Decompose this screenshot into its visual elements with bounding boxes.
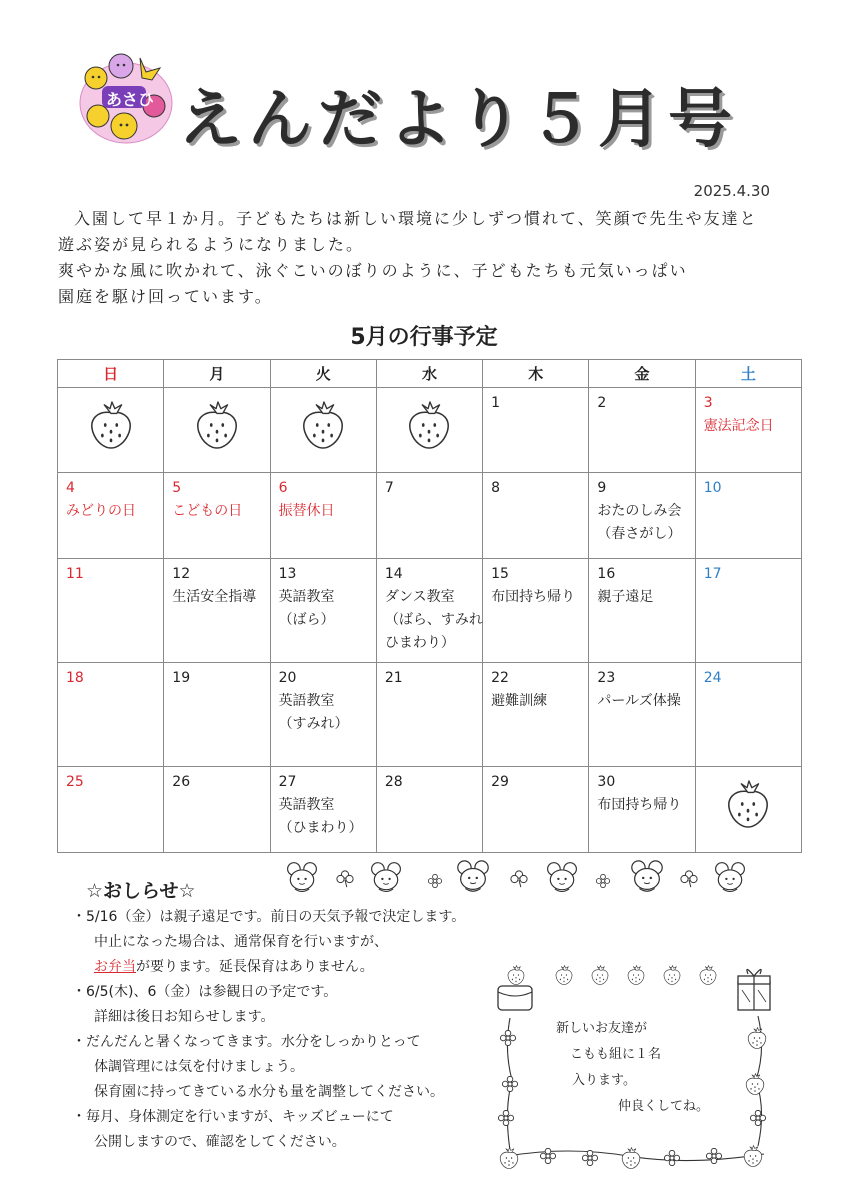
day-number: 10 xyxy=(703,480,722,496)
weekday-saturday: 土 xyxy=(695,360,801,388)
event-label: おたのしみ会 xyxy=(597,503,682,519)
issue-date: 2025.4.30 xyxy=(693,182,770,200)
notice-item-cont xyxy=(72,955,492,980)
notice-item-cont: 保育園に持ってきている水分も量を調整してください。 xyxy=(94,1084,444,1100)
day-number: 19 xyxy=(172,670,191,686)
day-number: 9 xyxy=(597,480,607,496)
calendar-day-cell xyxy=(376,767,482,853)
event-label: こどもの日 xyxy=(172,503,243,519)
day-number: 6 xyxy=(278,480,288,496)
logo-text: あさひ xyxy=(106,90,155,109)
event-calendar xyxy=(57,359,802,853)
calendar-day-cell xyxy=(270,663,376,767)
calendar-day-cell xyxy=(695,473,801,559)
event-label: ひまわり） xyxy=(384,635,455,651)
calendar-day-cell xyxy=(376,388,482,473)
day-number: 2 xyxy=(597,395,607,411)
welcome-line: こもも組に１名 xyxy=(570,1047,662,1062)
day-number: 29 xyxy=(491,774,509,790)
event-label: 避難訓練 xyxy=(491,693,548,709)
event-label: ダンス教室 xyxy=(384,589,455,605)
event-label: （すみれ） xyxy=(278,716,349,732)
day-number: 14 xyxy=(384,566,403,582)
event-label: （ばら、すみれ xyxy=(384,612,483,628)
notice-item: ・だんだんと暑くなってきます。水分をしっかりとって xyxy=(72,1034,421,1050)
calendar-day-cell xyxy=(483,767,589,853)
event-label: 振替休日 xyxy=(278,503,335,519)
calendar-week-row xyxy=(58,473,802,559)
day-number: 8 xyxy=(491,480,501,496)
calendar-day-cell xyxy=(270,767,376,853)
welcome-line: 仲良くしてね。 xyxy=(618,1099,710,1114)
calendar-day-cell xyxy=(164,388,270,473)
event-label: 英語教室 xyxy=(278,693,335,709)
day-number: 16 xyxy=(597,566,616,582)
strawberry-icon xyxy=(87,400,135,450)
calendar-day-cell xyxy=(695,767,801,853)
notice-title: ☆おしらせ☆ xyxy=(86,880,196,902)
day-number: 21 xyxy=(384,670,403,686)
day-number: 7 xyxy=(384,480,394,496)
day-number: 30 xyxy=(597,774,616,790)
day-number: 28 xyxy=(384,774,403,790)
day-number: 5 xyxy=(172,480,182,496)
calendar-day-cell xyxy=(270,559,376,663)
calendar-day-cell xyxy=(483,663,589,767)
calendar-day-cell xyxy=(164,767,270,853)
day-number: 26 xyxy=(172,774,191,790)
weekday-sunday: 日 xyxy=(58,360,164,388)
strawberry-icon xyxy=(724,779,772,829)
day-number: 11 xyxy=(66,566,84,582)
calendar-day-cell xyxy=(164,663,270,767)
event-label: 英語教室 xyxy=(278,589,335,605)
day-number: 23 xyxy=(597,670,616,686)
calendar-day-cell xyxy=(270,388,376,473)
calendar-day-cell xyxy=(58,663,164,767)
weekday-thursday: 木 xyxy=(483,360,589,388)
weekday-monday: 月 xyxy=(164,360,270,388)
weekday-friday: 金 xyxy=(589,360,695,388)
calendar-day-cell xyxy=(270,473,376,559)
day-number: 17 xyxy=(703,566,722,582)
event-label: 親子遠足 xyxy=(597,589,654,605)
calendar-day-cell xyxy=(589,559,695,663)
day-number: 12 xyxy=(172,566,191,582)
day-number: 24 xyxy=(703,670,722,686)
calendar-day-cell xyxy=(483,559,589,663)
day-number: 3 xyxy=(703,395,713,411)
event-label: 英語教室 xyxy=(278,797,335,813)
calendar-day-cell xyxy=(58,473,164,559)
intro-line: 遊ぶ姿が見られるようになりました。 xyxy=(58,235,365,254)
notice-item-cont: 体調管理には気を付けましょう。 xyxy=(94,1059,304,1075)
lunch-highlight: お弁当 xyxy=(94,959,136,975)
intro-line: 入園して早１か月。子どもたちは新しい環境に少しずつ慣れて、笑顔で先生や友達と xyxy=(74,209,758,228)
calendar-day-cell xyxy=(483,388,589,473)
calendar-day-cell xyxy=(589,663,695,767)
weekday-wednesday: 水 xyxy=(376,360,482,388)
day-number: 22 xyxy=(491,670,509,686)
calendar-day-cell xyxy=(58,388,164,473)
day-number: 25 xyxy=(66,774,84,790)
calendar-day-cell xyxy=(164,473,270,559)
mouse-and-clover-border-icon xyxy=(284,856,784,902)
calendar-day-cell xyxy=(695,559,801,663)
weekday-tuesday: 火 xyxy=(270,360,376,388)
notice-text: が要ります。延長保育はありません。 xyxy=(136,959,374,975)
event-label: 憲法記念日 xyxy=(703,418,774,434)
welcome-line: 入ります。 xyxy=(572,1073,636,1088)
event-label: 生活安全指導 xyxy=(172,589,257,605)
event-label: （春さがし） xyxy=(597,526,682,542)
strawberry-icon xyxy=(299,400,347,450)
calendar-day-cell xyxy=(376,559,482,663)
calendar-day-cell xyxy=(695,388,801,473)
strawberry-icon xyxy=(193,400,241,450)
notice-item: ・毎月、身体測定を行いますが、キッズビューにて xyxy=(72,1109,394,1125)
weekday-header-row xyxy=(58,360,802,388)
strawberry-icon xyxy=(405,400,453,450)
event-label: 布団持ち帰り xyxy=(491,589,576,605)
calendar-week-row xyxy=(58,767,802,853)
calendar-day-cell xyxy=(695,663,801,767)
notice-item: ・6/5(木)、6（金）は参観日の予定です。 xyxy=(72,984,338,1000)
notice-item: ・5/16（金）は親子遠足です。前日の天気予報で決定します。 xyxy=(72,909,466,925)
intro-line: 園庭を駆け回っています。 xyxy=(58,287,273,306)
event-label: パールズ体操 xyxy=(597,693,681,709)
calendar-week-row xyxy=(58,559,802,663)
calendar-day-cell xyxy=(589,473,695,559)
event-label: みどりの日 xyxy=(66,503,136,519)
calendar-day-cell xyxy=(164,559,270,663)
calendar-day-cell xyxy=(589,388,695,473)
notice-item-cont: 中止になった場合は、通常保育を行いますが、 xyxy=(94,934,388,950)
intro-text xyxy=(58,206,798,310)
event-label: （ばら） xyxy=(278,612,335,628)
notice-item-cont: 詳細は後日お知らせします。 xyxy=(94,1009,275,1025)
calendar-day-cell xyxy=(58,559,164,663)
welcome-message xyxy=(556,1016,756,1120)
day-number: 18 xyxy=(66,670,84,686)
event-label: （ひまわり） xyxy=(278,820,363,836)
day-number: 27 xyxy=(278,774,297,790)
notice-list xyxy=(72,905,492,1155)
welcome-line: 新しいお友達が xyxy=(556,1021,648,1036)
day-number: 13 xyxy=(278,566,297,582)
day-number: 15 xyxy=(491,566,509,582)
intro-line: 爽やかな風に吹かれて、泳ぐこいのぼりのように、子どもたちも元気いっぱい xyxy=(58,261,688,280)
calendar-day-cell xyxy=(58,767,164,853)
calendar-day-cell xyxy=(376,663,482,767)
day-number: 1 xyxy=(491,395,501,411)
calendar-week-row xyxy=(58,388,802,473)
event-label: 布団持ち帰り xyxy=(597,797,682,813)
day-number: 20 xyxy=(278,670,297,686)
kindergarten-logo-icon xyxy=(76,48,176,148)
calendar-day-cell xyxy=(589,767,695,853)
day-number: 4 xyxy=(66,480,75,496)
calendar-day-cell xyxy=(376,473,482,559)
calendar-week-row xyxy=(58,663,802,767)
calendar-day-cell xyxy=(483,473,589,559)
page-title: えんだより５月号 xyxy=(178,83,738,157)
schedule-title: 5月の行事予定 xyxy=(350,325,498,350)
notice-item-cont: 公開しますので、確認をしてください。 xyxy=(94,1134,346,1150)
